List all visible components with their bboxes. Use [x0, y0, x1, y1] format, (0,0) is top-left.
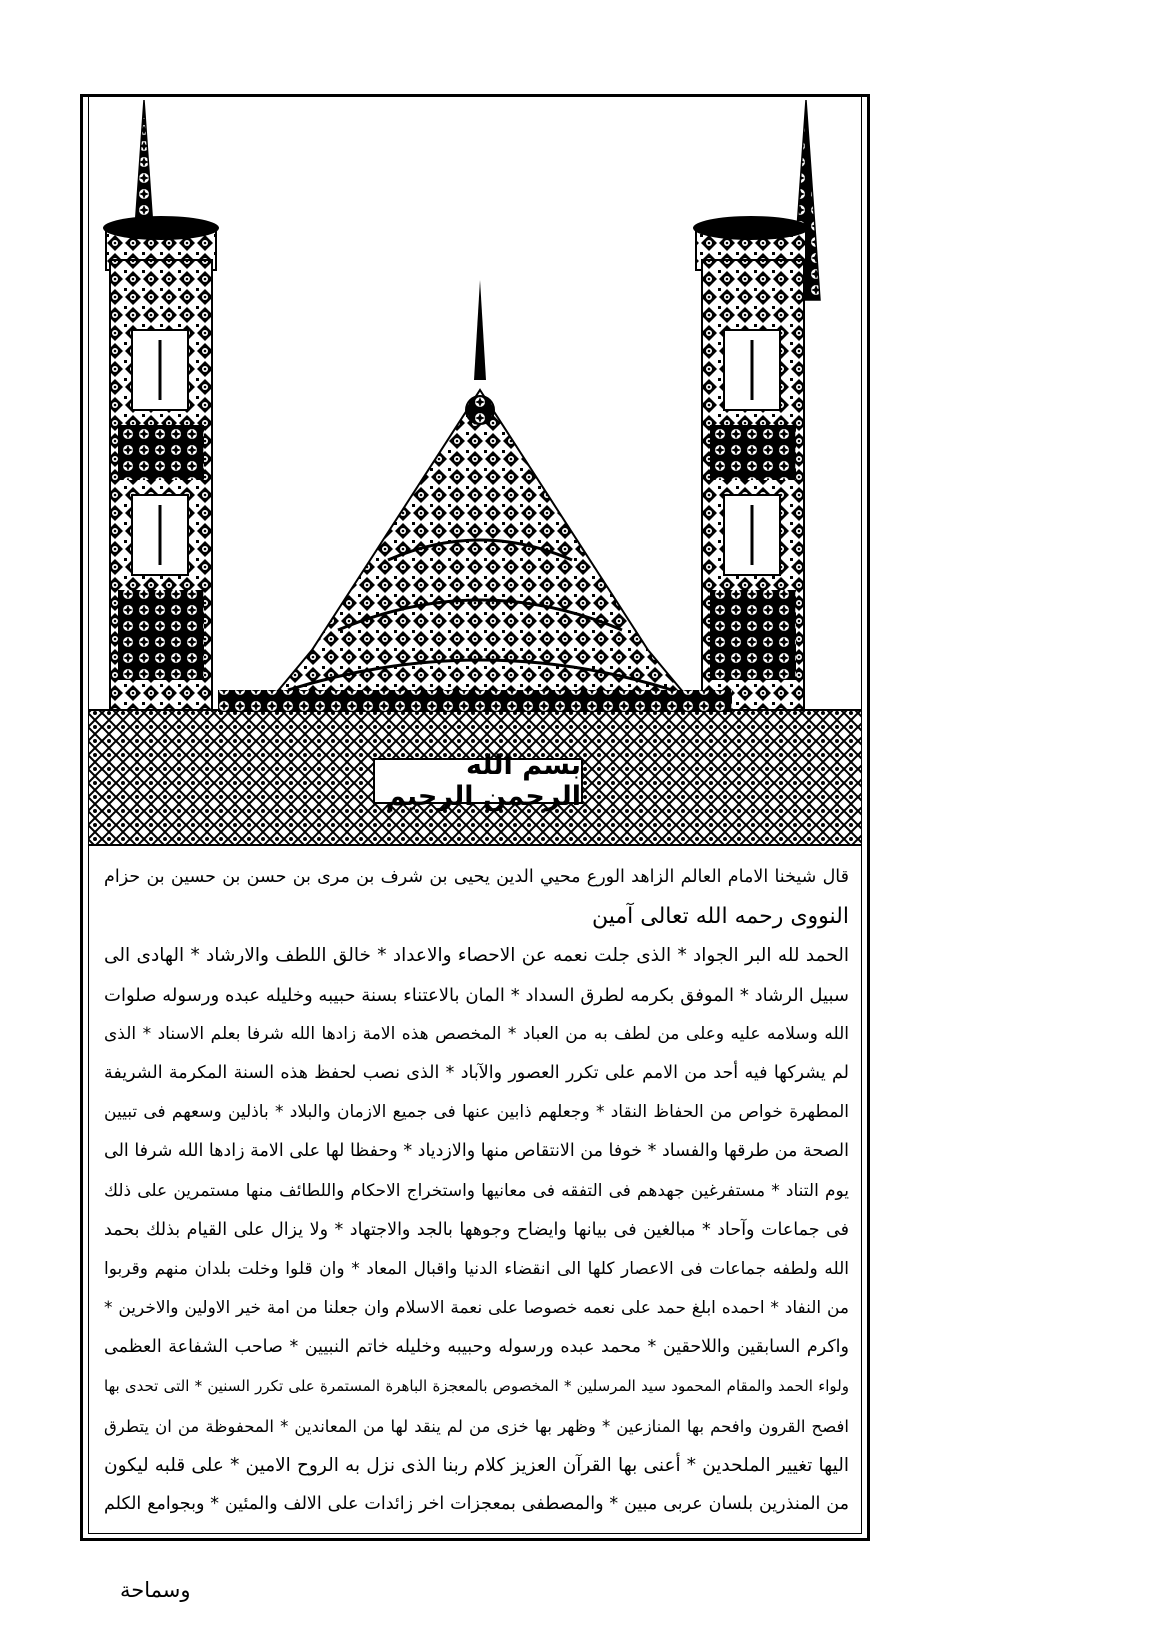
text-line: افصح القرون وافحم بها المنازعين * وظهر بها خزى من لم ينقد لها من المعاندين * المحفوظة من ان يتطرق [104, 1416, 849, 1436]
text-line: ولواء الحمد والمقام المحمود سيد المرسلين * المخصوص بالمعجزة الباهرة المستمرة على تكرر السنين * التى تحدى بها [104, 1377, 849, 1396]
text-line: يوم التناد * مستفرغين جهدهم فى التفقه فى معانيها واستخراج الاحكام واللطائف منها مستمرين على ذلك [104, 1180, 849, 1201]
basmala-box [373, 750, 583, 812]
left-minaret [103, 100, 219, 780]
text-line: النووى رحمه الله تعالى آمين [591, 904, 849, 930]
text-line: قال شيخنا الامام العالم الزاهد الورع محيي الدين يحيى بن شرف بن مرى بن حسن بن حسين بن حزام [104, 867, 849, 887]
text-line: الحمد لله البر الجواد * الذى جلت نعمه عن الاحصاء والاعداد * خالق اللطف والارشاد * الهادى الى [104, 945, 849, 967]
text-line: المطهرة خواص من الحفاظ النقاد * وجعلهم ذابين عنها فى جميع الازمان والبلاد * باذلين وسعهم فى تبيين [104, 1102, 849, 1123]
text-line: الله وسلامه عليه وعلى من لطف به من العباد * المخصص هذه الامة زادها الله شرفا بعلم الاسناد * الذى [104, 1023, 849, 1044]
catchword: وسماحة [120, 1578, 191, 1602]
basmala-heading: بسم الله الرحمن الرحيم [385, 750, 581, 812]
text-line: اليها تغيير الملحدين * أعنى بها القرآن العزيز كلام ربنا الذى نزل به الروح الامين * على قلبه ليكون [104, 1454, 849, 1476]
text-line: من المنذرين بلسان عربى مبين * والمصطفى بمعجزات اخر زائدات على الالف والمئين * وبجوامع الكلم [104, 1494, 849, 1514]
text-line: لم يشركها فيه أحد من الامم على تكرر العصور والآباد * الذى نصب لحفظ هذه السنة المكرمة الشريفة [104, 1062, 849, 1083]
text-line: الصحة من طرقها والفساد * خوفا من الانتقاص منها والازدياد * وحفظا لها على الامة زادها الله شرفا الى [104, 1141, 849, 1162]
header-ornament [88, 90, 862, 845]
right-minaret [693, 100, 820, 780]
main-text [104, 858, 849, 1528]
text-line: واكرم السابقين واللاحقين * محمد عبده ورسوله وحبيبه وخليله خاتم النبيين * صاحب الشفاعة العظمى [104, 1337, 849, 1358]
text-line: من النفاد * احمده ابلغ حمد على نعمه خصوصا على نعمة الاسلام وان جعلنا من امة خير الاولين والاخرين * [104, 1298, 849, 1319]
text-line: الله ولطفه جماعات فى الاعصار كلها الى انقضاء الدنيا واقبال المعاد * وان قلوا وخلت بلدان منهم وقربوا [104, 1258, 849, 1279]
central-dome [262, 280, 698, 710]
text-line: سبيل الرشاد * الموفق بكرمه لطرق السداد * المان بالاعتناء بسنة حبيبه وخليله عبده ورسوله صلوات [104, 984, 849, 1006]
text-line: فى جماعات وآحاد * مبالغين فى بيانها وايضاح وجوهها بالجد والاجتهاد * ولا يزال على القيام بذلك بحمد [104, 1219, 849, 1240]
header-rule [88, 844, 862, 846]
